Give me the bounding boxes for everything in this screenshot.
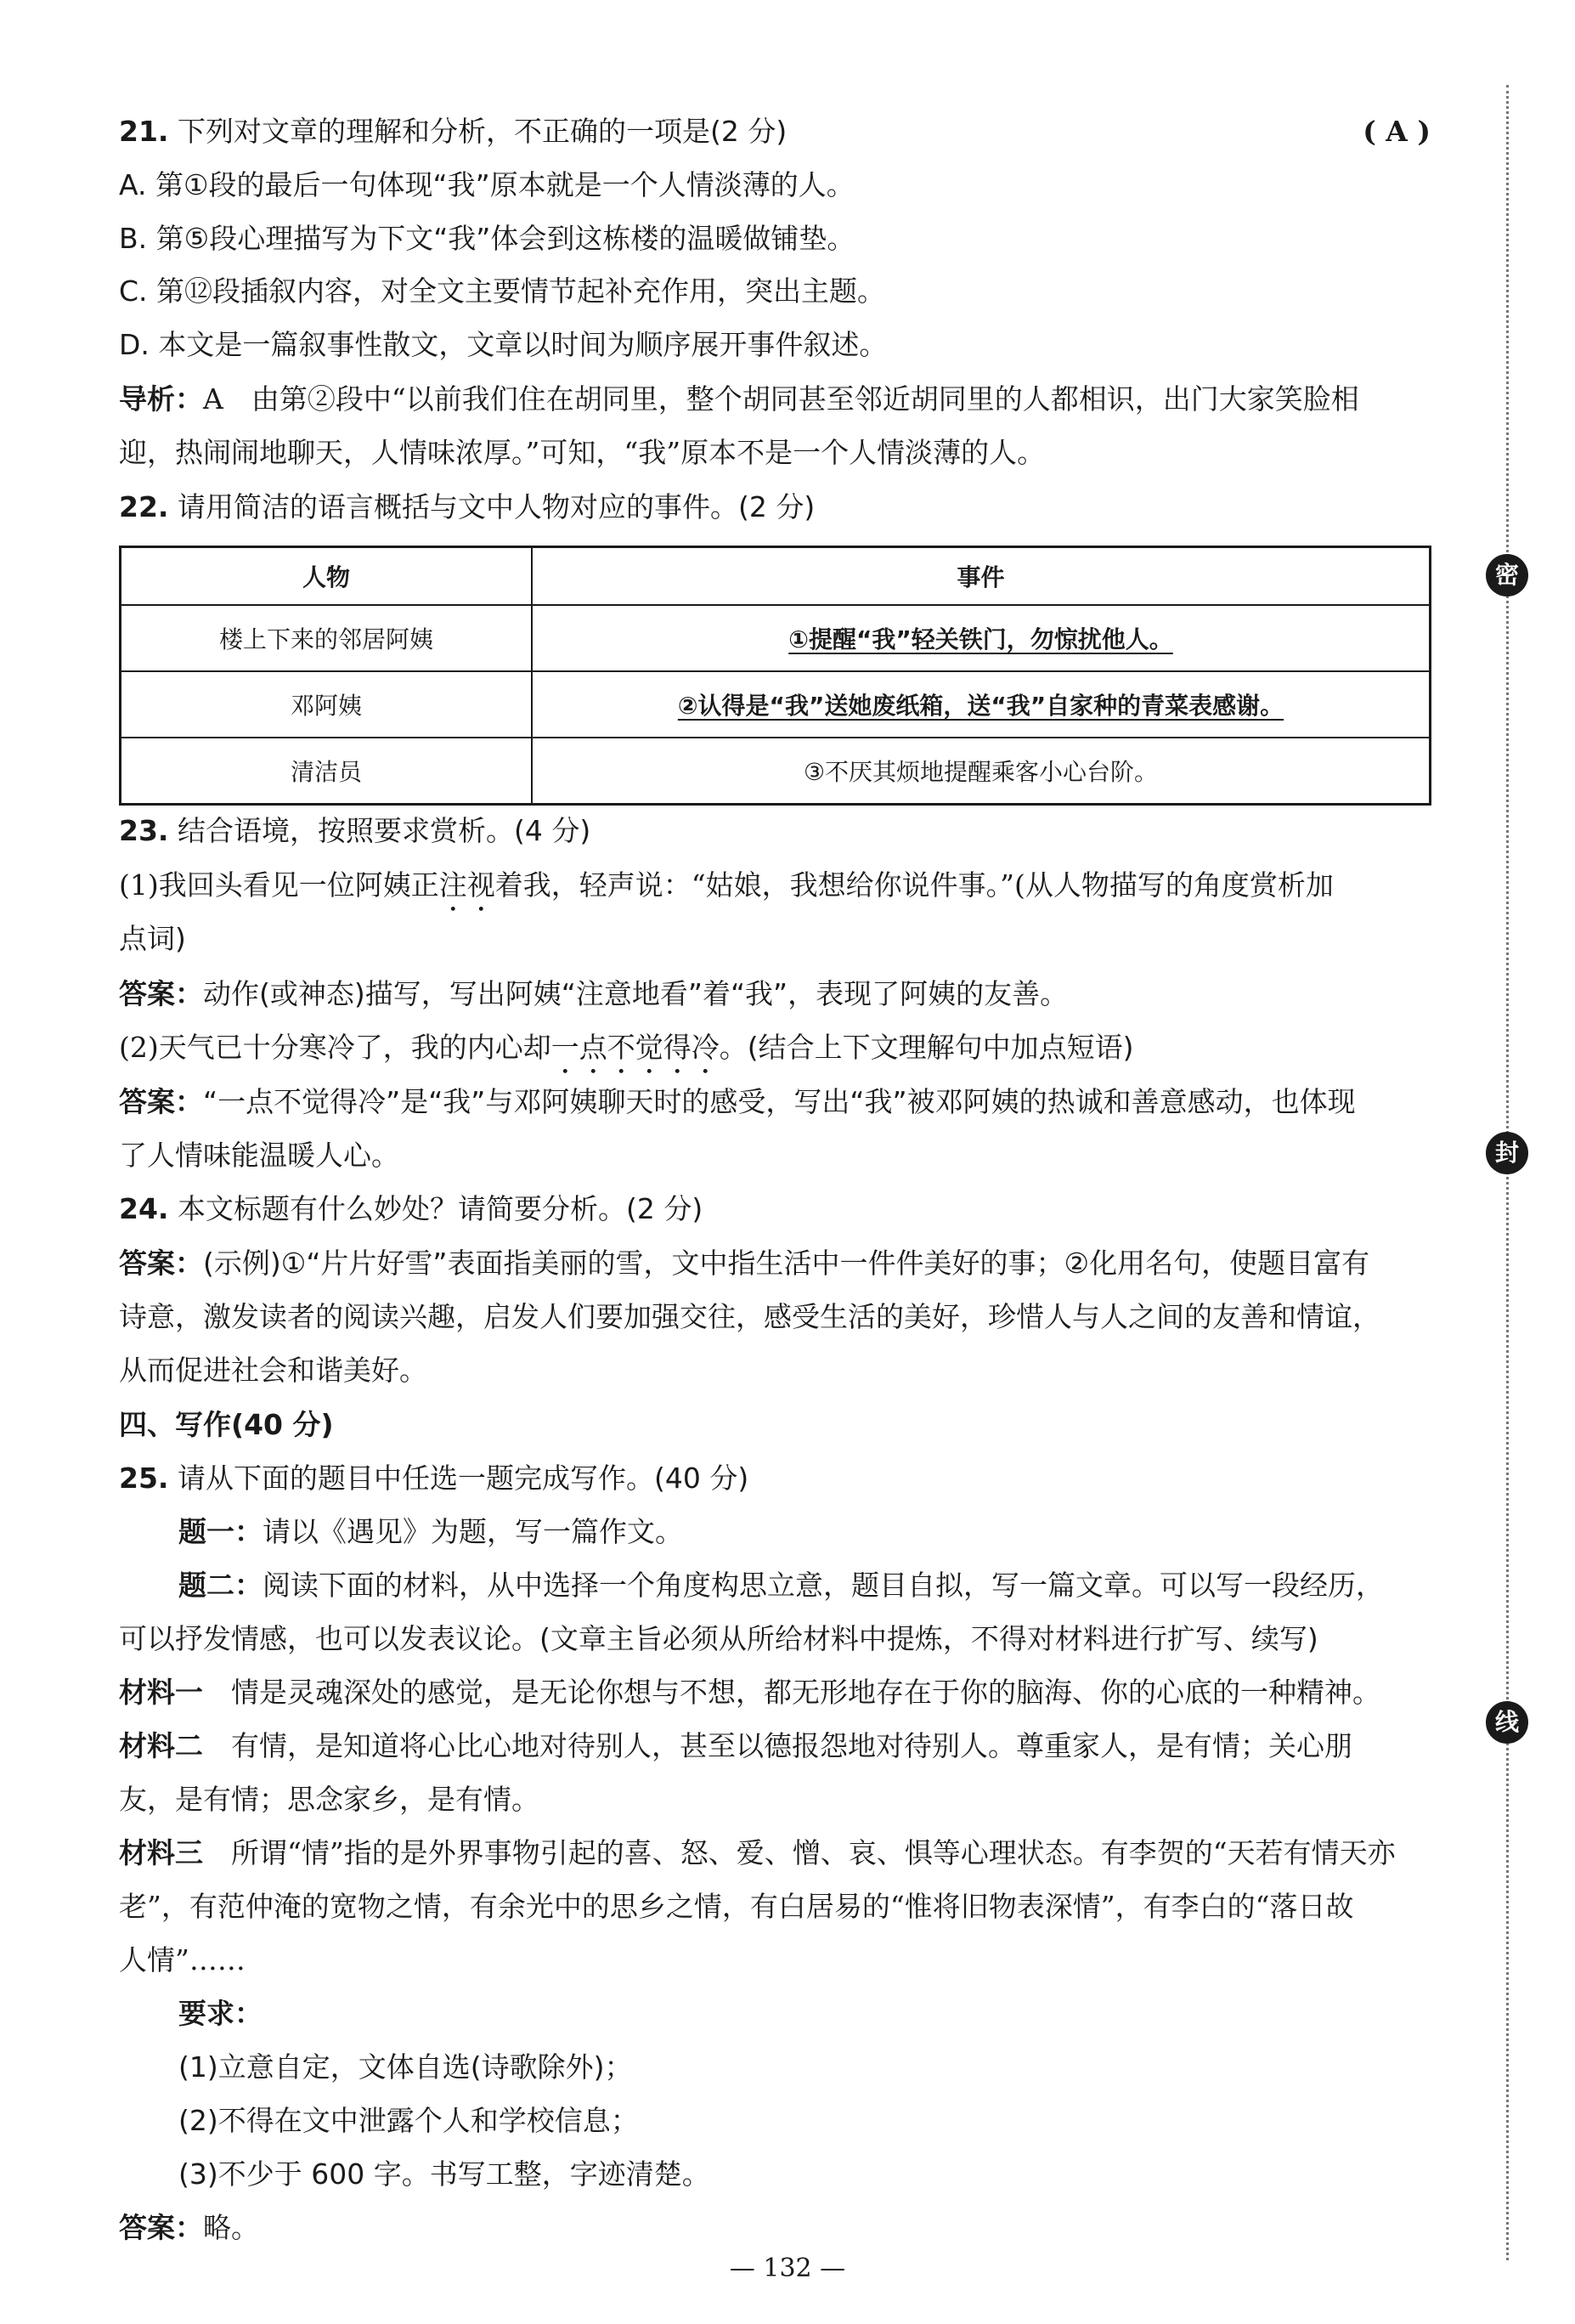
text: (2)天气已十分寒冷了，我的内心却 [119,1031,551,1064]
event-cell: ③不厌其烦地提醒乘客小心台阶。 [532,738,1431,805]
q24-answer-cont2: 从而促进社会和谐美好。 [119,1354,427,1387]
q23-stem [119,814,1431,848]
analysis-text: A 由第②段中“以前我们住在胡同里，整个胡同甚至邻近胡同里的人都相识，出门大家笑脸相 [203,382,1359,416]
material-label: 材料一 [119,1676,203,1709]
requirement-2: (2)不得在文中泄露个人和学校信息； [178,2104,639,2137]
material-2 [119,1729,1431,1763]
event-answer: ①提醒“我”轻关铁门，勿惊扰他人。 [788,625,1173,653]
answer-label: 答案： [119,977,203,1010]
seal-xian-icon: 线 [1486,1701,1528,1744]
q21-option-d: D. 本文是一篇叙事性散文，文章以时间为顺序展开事件叙述。 [119,328,888,361]
person-cell: 邓阿姨 [121,671,533,738]
q25-answer [119,2211,1431,2245]
q24-answer [119,1247,1431,1281]
requirement-3: (3)不少于 600 字。书写工整，字迹清楚。 [178,2157,710,2191]
answer-text: 略。 [203,2211,259,2244]
answer-text: 动作(或神态)描写，写出阿姨“注意地看”着“我”，表现了阿姨的友善。 [203,977,1069,1010]
q24-stem [119,1192,1431,1226]
q21-option-a: A. 第①段的最后一句体现“我”原本就是一个人情淡薄的人。 [119,168,855,201]
seal-mi-icon: 密 [1486,554,1528,597]
event-table [119,546,1431,806]
answer-label: 答案： [119,2211,203,2244]
material-3 [119,1836,1431,1870]
q23-part1-cont: 点词) [119,922,186,955]
q21-option-c: C. 第⑫段插叙内容，对全文主要情节起补充作用，突出主题。 [119,274,886,308]
person-cell: 楼上下来的邻居阿姨 [121,605,533,671]
q21-answer: ( A ) [1363,115,1431,148]
answer-text: “一点不觉得冷”是“我”与邓阿姨聊天时的感受，写出“我”被邓阿姨的热诚和善意感动，也体现 [203,1085,1356,1118]
event-answer: ②认得是“我”送她废纸箱，送“我”自家种的青菜表感谢。 [677,692,1284,720]
table-row [121,605,1431,671]
q23-answer2 [119,1085,1431,1119]
question-number: 24. [119,1192,169,1225]
topic-text: 阅读下面的材料，从中选择一个角度构思立意，题目自拟，写一篇文章。可以写一段经历， [262,1569,1384,1602]
q21-option-b: B. 第⑤段心理描写为下文“我”体会到这栋楼的温暖做铺垫。 [119,222,855,255]
topic-text: 请以《遇见》为题，写一篇作文。 [262,1515,683,1548]
q24-answer-cont1: 诗意，激发读者的阅读兴趣，启发人们要加强交往，感受生活的美好，珍惜人与人之间的友善和情谊， [119,1300,1380,1333]
requirement-1: (1)立意自定，文体自选(诗歌除外)； [178,2050,633,2084]
question-number: 21. [119,115,169,148]
q23-part2 [119,1031,1431,1081]
table-row [121,738,1431,805]
question-text: 请用简洁的语言概括与文中人物对应的事件。(2 分) [177,490,816,523]
question-text: 下列对文章的理解和分析，不正确的一项是(2 分) [177,115,788,148]
material-3-cont1: 老”，有范仲淹的宽物之情，有余光中的思乡之情，有白居易的“惟将旧物表深情”，有李白的“落日故 [119,1890,1354,1923]
text: 。(结合上下文理解句中加点短语) [719,1031,1134,1064]
seal-feng-icon: 封 [1486,1132,1528,1174]
text: (1)我回头看见一位阿姨正 [119,868,439,902]
q23-answer1 [119,977,1431,1011]
analysis-label: 导析： [119,382,203,416]
topic-label: 题二： [178,1569,262,1602]
answer-label: 答案： [119,1085,203,1118]
question-number: 22. [119,490,169,523]
question-number: 25. [119,1462,169,1495]
q21-analysis-cont: 迎，热闹闹地聊天，人情味浓厚。”可知，“我”原本不是一个人情淡薄的人。 [119,436,1046,469]
q25-topic2 [178,1569,1431,1603]
question-text: 本文标题有什么妙处？请简要分析。(2 分) [177,1192,703,1225]
question-number: 23. [119,814,169,847]
q25-topic2-cont: 可以抒发情感，也可以发表议论。(文章主旨必须从所给材料中提炼，不得对材料进行扩写、续写) [119,1622,1318,1655]
material-label: 材料三 [119,1836,203,1869]
text: 着我，轻声说：“姑娘，我想给你说件事。”(从人物描写的角度赏析加 [494,868,1334,902]
q21-analysis [119,382,1431,416]
q21-stem [119,115,1431,149]
material-3-cont2: 人情”…… [119,1943,246,1976]
material-text: 情是灵魂深处的感觉，是无论你想与不想，都无形地存在于你的脑海、你的心底的一种精神。 [231,1676,1380,1709]
answer-label: 答案： [119,1247,203,1280]
material-2-cont: 友，是有情；思念家乡，是有情。 [119,1783,539,1816]
dotted-phrase: 一点不觉得冷 [550,1031,720,1064]
table-row [121,671,1431,738]
requirements-label: 要求： [178,1997,262,2030]
q23-part1 [119,868,1431,919]
dotted-word: 注视 [438,868,495,902]
question-text: 结合语境，按照要求赏析。(4 分) [177,814,591,847]
header-person: 人物 [121,547,533,606]
material-text: 所谓“情”指的是外界事物引起的喜、怒、爱、憎、哀、惧等心理状态。有李贺的“天若有情天亦 [231,1836,1396,1869]
event-cell [532,605,1431,671]
page-number: — 132 — [729,2253,846,2283]
table-header-row [121,547,1431,606]
q25-topic1 [178,1515,1431,1549]
q25-stem [119,1462,1431,1496]
material-1 [119,1676,1431,1710]
material-label: 材料二 [119,1729,203,1762]
section-title: 四、写作(40 分) [119,1408,334,1441]
answer-text: (示例)①“片片好雪”表面指美丽的雪，文中指生活中一件件美好的事；②化用名句，使题目富有 [203,1247,1370,1280]
q23-answer2-cont: 了人情味能温暖人心。 [119,1139,399,1172]
topic-label: 题一： [178,1515,262,1548]
question-text: 请从下面的题目中任选一题完成写作。(40 分) [177,1462,749,1495]
q22-stem [119,490,1431,524]
event-cell [532,671,1431,738]
header-event: 事件 [532,547,1431,606]
person-cell: 清洁员 [121,738,533,805]
material-text: 有情，是知道将心比心地对待别人，甚至以德报怨地对待别人。尊重家人，是有情；关心朋 [231,1729,1352,1762]
